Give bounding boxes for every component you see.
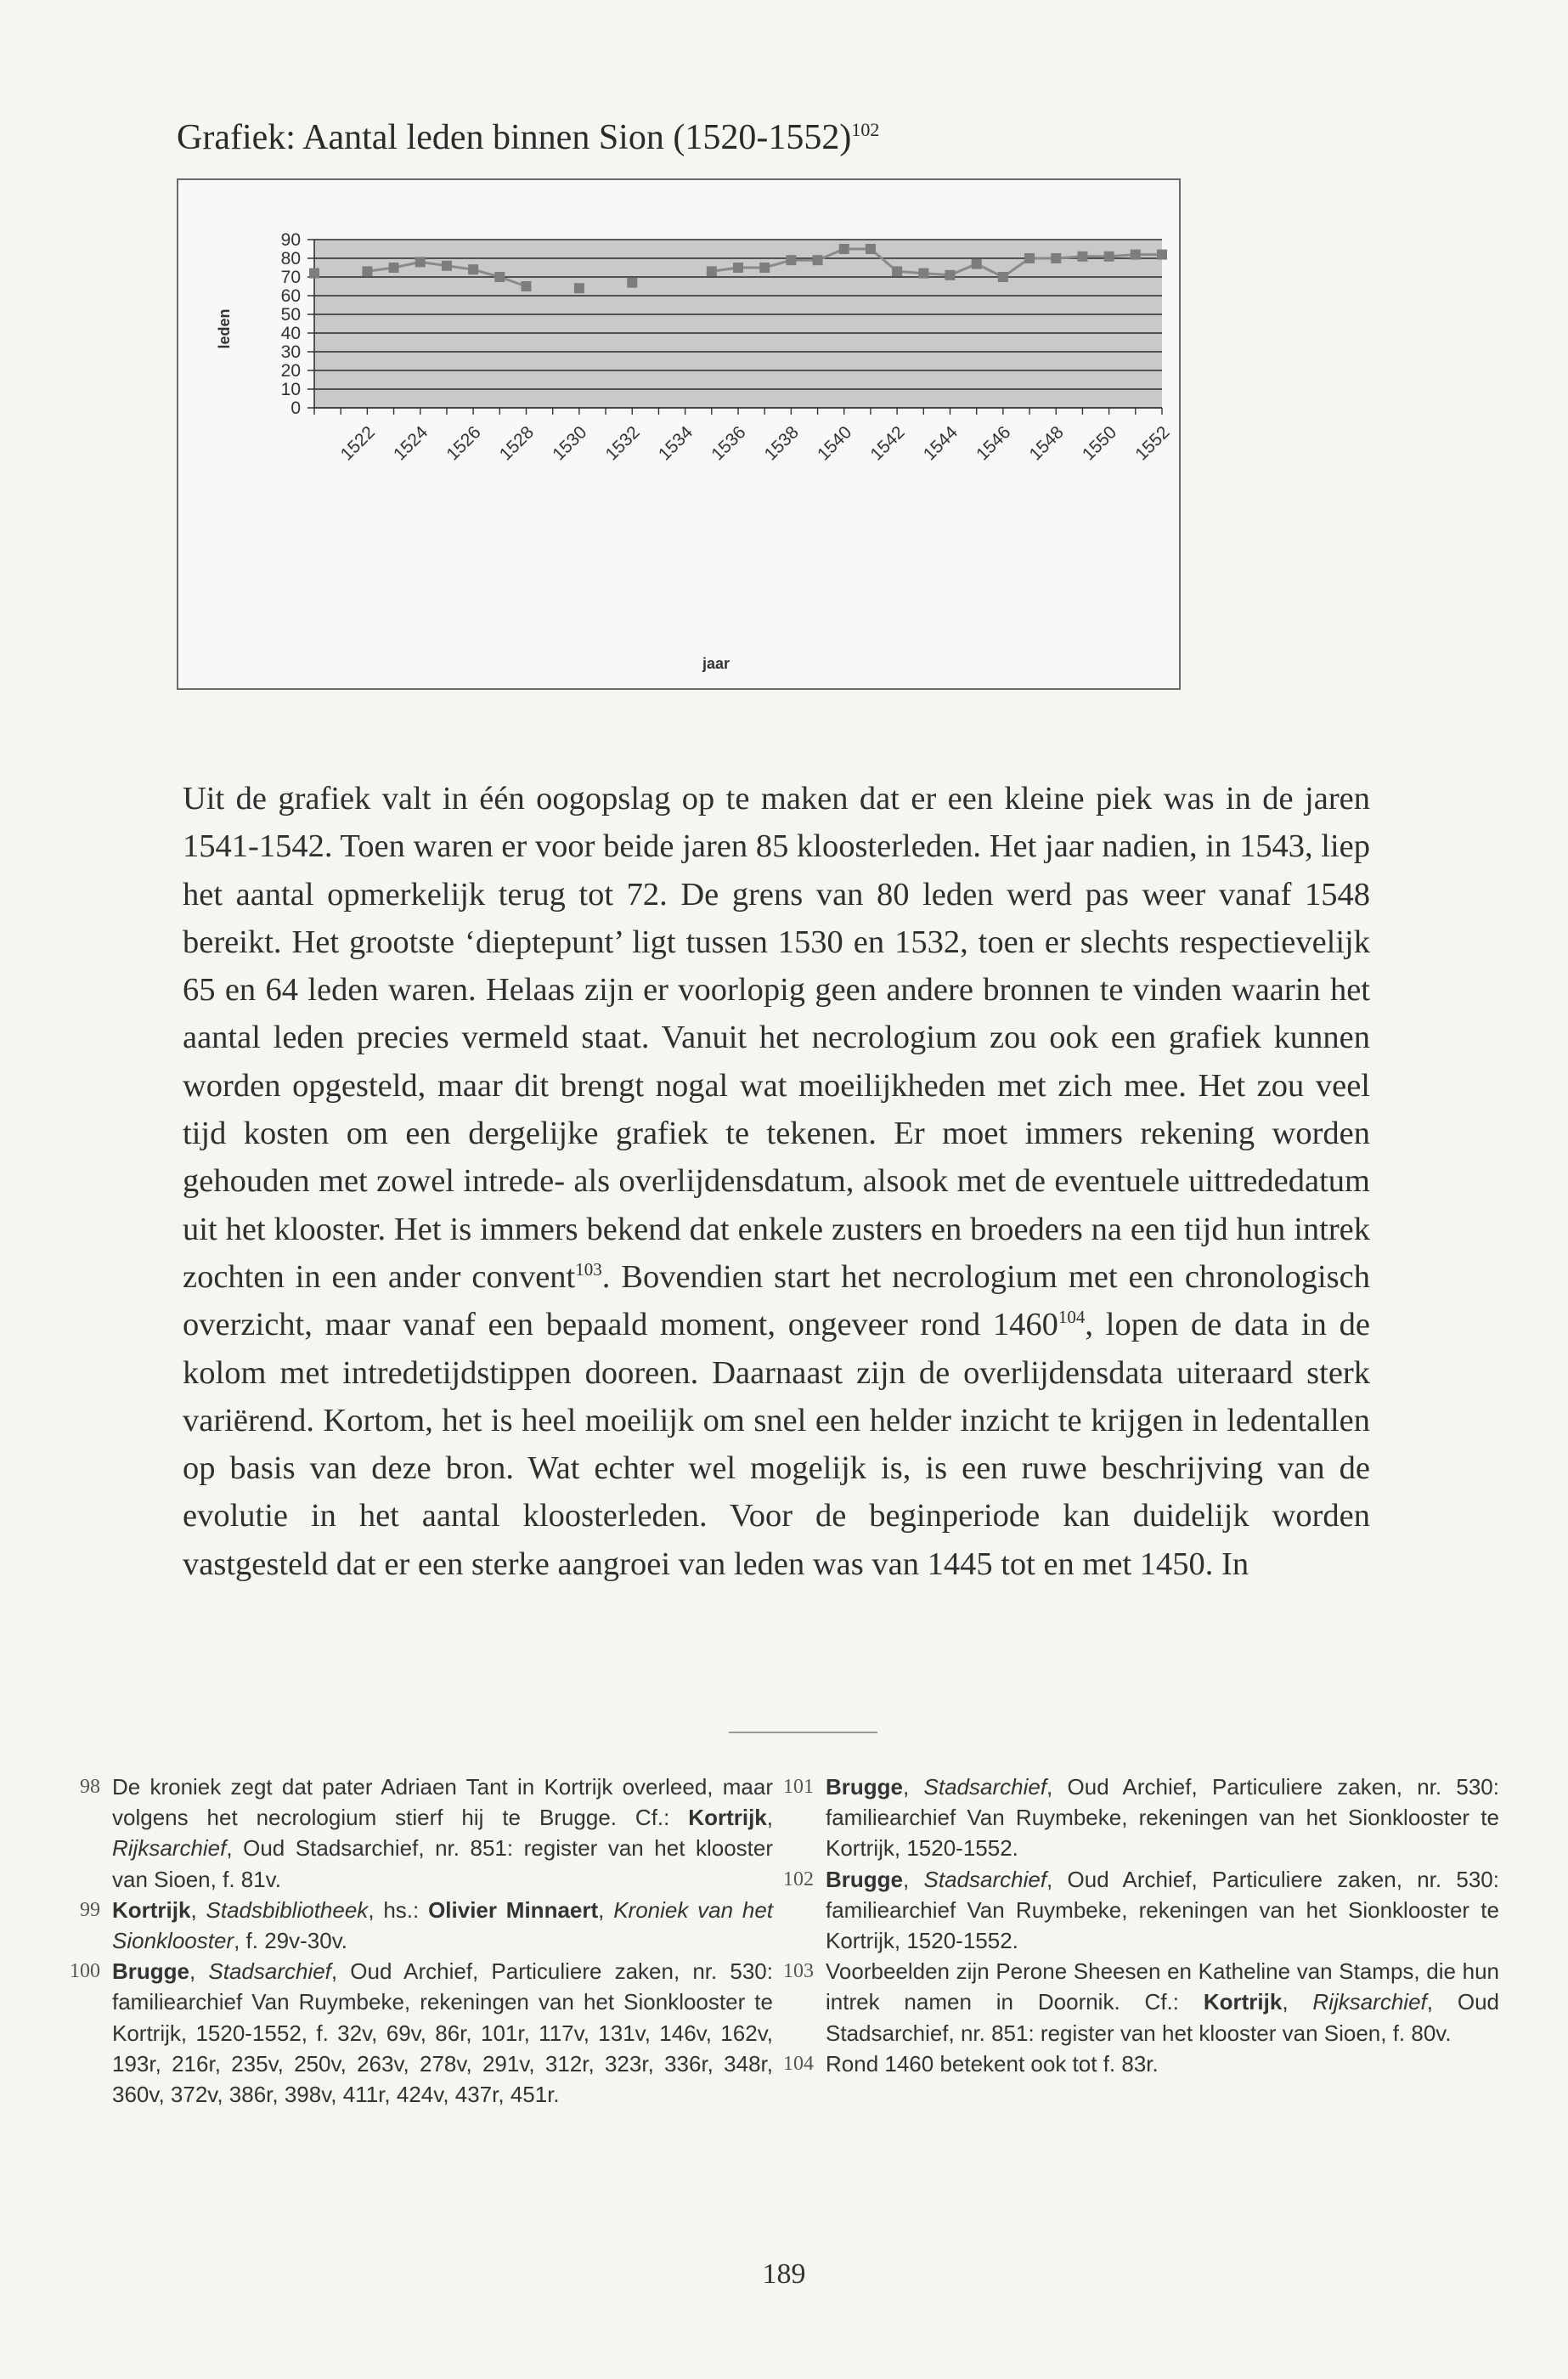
data-point (707, 266, 717, 276)
footnote-author: Olivier Minnaert (428, 1896, 599, 1923)
x-tick-label: 1528 (495, 422, 539, 465)
members-line-chart (178, 180, 1179, 688)
x-tick-label: 1534 (654, 422, 697, 465)
footnote-number: 104 (783, 2052, 814, 2075)
y-tick-label: 90 (280, 230, 301, 250)
footnote-text: De kroniek zegt dat pater Adriaen Tant in Kortrijk overleed, maar volgens het necrologium stierf hij te Brugge. Cf.: Kortrijk, Rijksarchief, Oud Stadsarchief, nr. 851: register van het klooster van Sioen, f. 81v. (112, 1774, 773, 1892)
footnote-text-part: , f. 29v-30v. (234, 1928, 347, 1954)
footnote-number: 100 (70, 1960, 100, 1983)
y-tick-label: 70 (280, 268, 301, 287)
body-paragraph (183, 775, 1370, 1588)
footnotes-right-column (781, 1772, 1499, 2079)
data-point (733, 263, 743, 273)
data-point (442, 261, 452, 271)
x-tick-label: 1540 (813, 422, 856, 465)
x-tick-label: 1552 (1131, 422, 1174, 465)
footnote-text: Voorbeelden zijn Perone Sheesen en Katheline van Stamps, die hun intrek namen in Doornik. Cf.: Kortrijk, Rijksarchief, Oud Stadsarchief, nr. 851: register van het klooster van Sioen, f. 80v. (826, 1958, 1499, 2046)
x-tick-label: 1530 (549, 422, 591, 465)
figure-caption (177, 117, 879, 158)
footnote-101 (781, 1772, 1499, 1864)
footnote-text: Brugge, Stadsarchief, Oud Archief, Particuliere zaken, nr. 530: familiearchief Van Ruymbeke, rekeningen van het Sionklooster te Kortrijk, 1520-1552, f. 32v, 69v, 86r, 101r, 117v, 131v, 146v, 162v, 193r, 216r, 235v, 250v, 263v, 278v, 291v, 312r, 323r, 336r, 348r, 360v, 372v, 386r, 398v, 411r, 424v, 437r, 451r. (112, 1958, 773, 2108)
x-axis-label: jaar (702, 655, 730, 672)
y-axis-label: leden (216, 308, 233, 349)
footnote-city: Brugge (826, 1774, 903, 1800)
footnote-archive: Stadsbibliotheek (206, 1896, 369, 1923)
data-point (1051, 253, 1061, 263)
y-tick-label: 10 (280, 380, 301, 399)
footnotes-left-column (68, 1772, 773, 2110)
x-tick-label: 1524 (389, 422, 432, 465)
body-text-part-1: Uit de grafiek valt in één oogopslag op te maken dat er een kleine piek was in de jaren 1541-1542. Toen waren er voor beide jaren 85 kloosterleden. Het jaar nadien, in 1543, liep het aantal opmerkelijk terug tot 72. De grens van 80 leden werd pas weer vanaf 1548 bereikt. Het grootste ‘dieptepunt’ ligt tussen 1530 en 1532, toen er slechts respectievelijk 65 en 64 leden waren. Helaas zijn er voorlopig geen andere bronnen te vinden waarin het aantal leden precies vermeld staat. Vanuit het necrologium zou ook een grafiek kunnen worden opgesteld, maar dit brengt nogal wat moeilijkheden met zich mee. Het zou veel tijd kosten om een dergelijke grafiek te tekenen. Er moet immers rekening worden gehouden met zowel intrede- als overlijdensdatum, alsook met de eventuele uittrededatum uit het klooster. Het is immers bekend dat enkele zusters en broeders na een tijd hun intrek zochten in een ander convent (183, 781, 1370, 1295)
footnote-text: Kortrijk, Stadsbibliotheek, hs.: Olivier Minnaert, Kroniek van het Sionklooster, f. 29v-30v. (112, 1896, 774, 1954)
footnote-archive: Rijksarchief (112, 1835, 227, 1862)
x-tick-label: 1526 (443, 422, 485, 465)
data-point (786, 255, 796, 265)
footnote-text-part: Rond 1460 betekent ook tot f. 83r. (826, 2050, 1159, 2077)
data-point (1024, 253, 1035, 263)
chart-frame (177, 178, 1181, 690)
footnote-number: 98 (80, 1776, 100, 1798)
body-text-part-3: , lopen de data in de kolom met intredetijdstippen dooreen. Daarnaast zijn de overlijdensdata uiteraard sterk variërend. Kortom, het is heel moeilijk om snel een helder inzicht te krijgen in ledentallen op basis van deze bron. Wat echter wel mogelijk is, is een ruwe beschrijving van de evolutie in het aantal kloosterleden. Voor de beginperiode kan duidelijk worden vastgesteld dat er een sterke aangroei van leden was van 1445 tot en met 1450. In (183, 1307, 1371, 1582)
footnote-title: Kroniek van het Sionklooster (112, 1896, 774, 1954)
data-point (522, 281, 532, 291)
footnote-text-part: , Oud Archief, Particuliere zaken, nr. 530: familiearchief Van Ruymbeke, rekeningen van het Sionklooster te Kortrijk, 1520-1552. (826, 1866, 1499, 1954)
x-tick-label: 1546 (973, 422, 1015, 465)
y-tick-label: 20 (280, 361, 301, 381)
data-point (627, 278, 637, 288)
caption-text: Grafiek: Aantal leden binnen Sion (1520-1552) (177, 118, 852, 157)
data-point (839, 244, 849, 254)
footnote-city: Kortrijk (112, 1896, 191, 1923)
data-point (972, 259, 982, 269)
footnote-ref-103: 103 (575, 1259, 602, 1280)
x-tick-label: 1544 (919, 422, 962, 465)
x-tick-label: 1542 (866, 422, 909, 465)
x-tick-label: 1538 (760, 422, 803, 465)
footnote-text-part: Voorbeelden zijn Perone Sheesen en Katheline van Stamps, die hun intrek namen in Doornik. Cf.: (826, 1958, 1499, 2015)
footnote-ref-104: 104 (1058, 1307, 1086, 1328)
data-point (813, 255, 823, 265)
footnote-number: 101 (783, 1776, 814, 1798)
footnote-text-part: , Oud Archief, Particuliere zaken, nr. 530: familiearchief Van Ruymbeke, rekeningen van het Sionklooster te Kortrijk, 1520-1552. (826, 1774, 1499, 1862)
footnote-city: Kortrijk (1203, 1989, 1283, 2015)
footnote-text (826, 2048, 1499, 2079)
data-point (494, 272, 505, 282)
x-tick-label: 1550 (1078, 422, 1121, 465)
y-tick-label: 80 (280, 249, 301, 268)
footnote-city: Kortrijk (688, 1805, 767, 1831)
footnote-number: 99 (80, 1898, 100, 1921)
data-point (1077, 251, 1087, 262)
footnote-text-part: , Oud Archief, Particuliere zaken, nr. 530: familiearchief Van Ruymbeke, rekeningen van het Sionklooster te Kortrijk, 1520-1552, f. 32v, 69v, 86r, 101r, 117v, 131v, 146v, 162v, 193r, 216r, 235v, 250v, 263v, 278v, 291v, 312r, 323r, 336r, 348r, 360v, 372v, 386r, 398v, 411r, 424v, 437r, 451r. (112, 1958, 773, 2108)
footnote-separator (729, 1732, 877, 1733)
footnote-103 (781, 1956, 1499, 2048)
footnote-98 (68, 1772, 773, 1895)
data-point (918, 268, 928, 279)
footnote-archive: Stadsarchief (923, 1866, 1047, 1892)
x-tick-label: 1548 (1025, 422, 1068, 465)
footnote-text-part: De kroniek zegt dat pater Adriaen Tant in Kortrijk overleed, maar volgens het necrologium stierf hij te Brugge. Cf.: (112, 1774, 773, 1831)
data-point (866, 244, 876, 254)
data-point (759, 263, 770, 273)
caption-footnote-ref: 102 (851, 119, 880, 140)
footnote-99 (68, 1895, 773, 1956)
data-point (389, 263, 399, 273)
footnote-archive: Stadsarchief (208, 1958, 331, 1985)
footnote-number: 102 (783, 1868, 814, 1890)
x-tick-label: 1536 (708, 422, 750, 465)
footnote-102 (781, 1864, 1499, 1957)
x-tick-label: 1532 (601, 422, 644, 465)
body-text (183, 775, 1370, 1588)
footnote-text: Brugge, Stadsarchief, Oud Archief, Particuliere zaken, nr. 530: familiearchief Van Ruymbeke, rekeningen van het Sionklooster te Kortrijk, 1520-1552. (826, 1774, 1499, 1862)
footnote-archive: Rijksarchief (1312, 1989, 1427, 2015)
page-number: 189 (762, 2258, 806, 2290)
data-point (1157, 250, 1167, 260)
y-tick-label: 50 (280, 305, 301, 325)
body-text-part-2: . Bovendien start het necrologium met een chronologisch overzicht, maar vanaf een bepaald moment, ongeveer rond 1460 (183, 1258, 1370, 1343)
data-point (945, 270, 956, 280)
data-point (892, 266, 902, 276)
data-point (574, 283, 584, 293)
data-point (998, 272, 1008, 282)
y-tick-label: 40 (280, 324, 301, 343)
x-tick-label: 1522 (336, 422, 379, 465)
data-point (309, 268, 319, 279)
data-point (468, 264, 478, 274)
footnote-city: Brugge (112, 1958, 189, 1985)
data-point (1131, 250, 1141, 260)
y-tick-label: 30 (280, 342, 301, 362)
footnote-archive: Stadsarchief (923, 1774, 1047, 1800)
data-point (362, 266, 372, 276)
data-point (415, 257, 426, 267)
footnote-city: Brugge (826, 1866, 903, 1892)
footnote-100 (68, 1956, 773, 2110)
footnote-text-part: , Oud Stadsarchief, nr. 851: register van het klooster van Sioen, f. 81v. (112, 1835, 773, 1892)
footnote-number: 103 (783, 1960, 814, 1983)
footnote-104 (781, 2048, 1499, 2079)
footnote-text: Brugge, Stadsarchief, Oud Archief, Particuliere zaken, nr. 530: familiearchief Van Ruymbeke, rekeningen van het Sionklooster te Kortrijk, 1520-1552. (826, 1866, 1499, 1954)
y-tick-label: 0 (290, 398, 301, 418)
data-point (1104, 251, 1114, 262)
footnote-text-part: , hs.: (368, 1896, 429, 1923)
y-tick-label: 60 (280, 286, 301, 306)
footnote-text-part: , Oud Stadsarchief, nr. 851: register van het klooster van Sioen, f. 80v. (826, 1989, 1499, 2046)
